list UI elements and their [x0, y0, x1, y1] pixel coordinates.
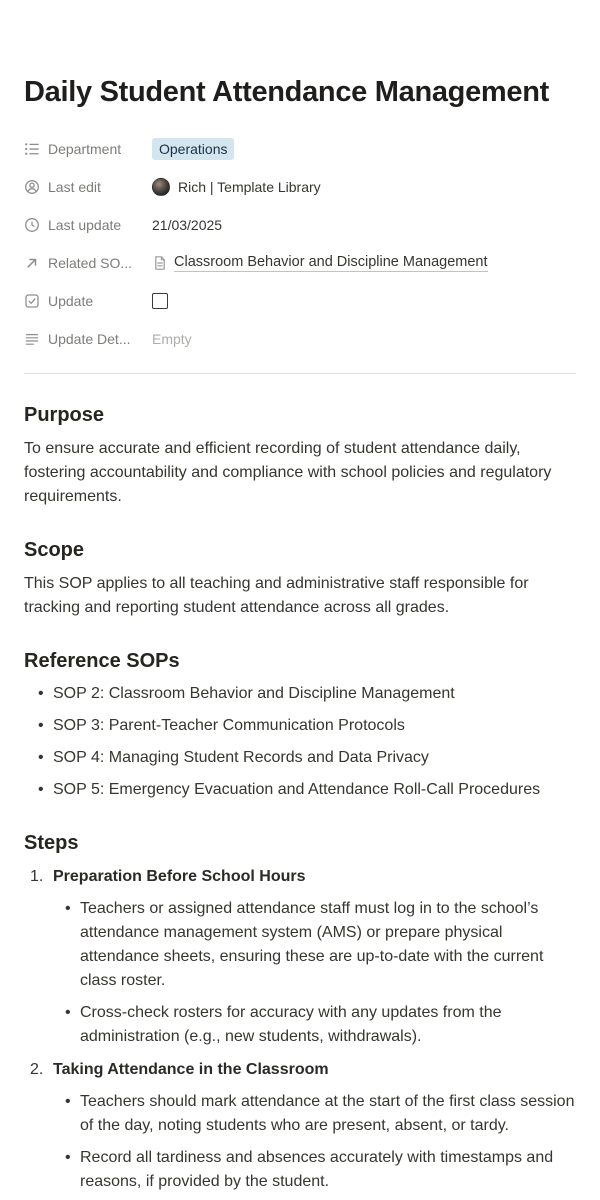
properties-panel	[24, 132, 576, 356]
step-title: Preparation Before School Hours	[53, 868, 306, 885]
person-icon	[24, 179, 40, 195]
list-item-text: Teachers or assigned attendance staff must log in to the school’s attendance management system (AMS) or prepare physical attendance sheets, ensuring these are up-to-date with the current class roster.	[80, 900, 544, 989]
list-number: 1.	[30, 868, 44, 885]
property-value-update	[152, 289, 168, 313]
property-label-text: Related SO...	[48, 255, 133, 271]
step-2-bullets	[24, 1090, 576, 1194]
heading-purpose: Purpose	[24, 404, 105, 426]
person-name[interactable]: Rich | Template Library	[178, 179, 321, 195]
property-row-last-update	[24, 208, 576, 242]
property-label-related-sops[interactable]	[24, 253, 152, 273]
property-label-text: Update	[48, 293, 94, 309]
list-item-text: Cross-check rosters for accuracy with any updates from the administration (e.g., new students, withdrawals).	[80, 1004, 502, 1045]
heading-reference-sops: Reference SOPs	[24, 650, 180, 672]
empty-placeholder[interactable]: Empty	[152, 331, 192, 347]
list-item	[24, 1146, 576, 1194]
property-label-text: Update Det...	[48, 331, 131, 347]
relation-page-link[interactable]: Classroom Behavior and Discipline Management	[174, 254, 488, 270]
reference-sops-list	[24, 682, 576, 802]
text-lines-icon	[24, 331, 40, 347]
page-icon	[152, 255, 168, 271]
property-label-text: Last edit	[48, 179, 101, 195]
step-1	[24, 865, 576, 1049]
property-row-last-edit	[24, 170, 576, 204]
property-value-department[interactable]	[152, 137, 234, 161]
step-2	[24, 1058, 576, 1194]
property-label-update-details[interactable]	[24, 329, 152, 349]
bullet-icon: •	[38, 685, 44, 702]
property-value-update-details[interactable]	[152, 327, 192, 351]
bullet-icon: •	[65, 900, 71, 917]
property-value-last-update[interactable]	[152, 213, 222, 237]
property-label-last-update[interactable]	[24, 215, 152, 235]
property-value-related-sops[interactable]	[152, 251, 488, 275]
list-item-text: SOP 2: Classroom Behavior and Discipline Management	[53, 685, 455, 702]
date-value[interactable]: 21/03/2025	[152, 217, 223, 233]
step-title: Taking Attendance in the Classroom	[53, 1061, 329, 1078]
property-row-update	[24, 284, 576, 318]
bullet-icon: •	[65, 1004, 71, 1021]
property-label-department[interactable]	[24, 139, 152, 159]
avatar	[152, 178, 170, 196]
heading-steps: Steps	[24, 832, 79, 854]
numbered-list-item	[24, 865, 576, 889]
list-item-text: SOP 4: Managing Student Records and Data Privacy	[53, 749, 429, 766]
bulleted-list-icon	[24, 141, 40, 157]
bullet-icon: •	[38, 781, 44, 798]
purpose-paragraph: To ensure accurate and efficient recording of student attendance daily, fostering accountability and compliance with school policies and regulatory requirements.	[24, 440, 552, 505]
list-item-text: Record all tardiness and absences accurately with timestamps and reasons, if provided by the student.	[80, 1149, 554, 1190]
list-item-text: SOP 3: Parent-Teacher Communication Protocols	[53, 717, 405, 734]
property-label-text: Last update	[48, 217, 122, 233]
divider	[24, 373, 576, 374]
clock-icon	[24, 217, 40, 233]
property-label-last-edit[interactable]	[24, 177, 152, 197]
property-row-related-sops	[24, 246, 576, 280]
property-label-update[interactable]	[24, 291, 152, 311]
page-title[interactable]: Daily Student Attendance Management	[24, 76, 550, 108]
list-item-text: SOP 5: Emergency Evacuation and Attendance Roll-Call Procedures	[53, 781, 541, 798]
scope-paragraph: This SOP applies to all teaching and administrative staff responsible for tracking and reporting student attendance across all grades.	[24, 575, 529, 616]
list-item	[24, 714, 576, 738]
list-item	[24, 778, 576, 802]
property-row-department	[24, 132, 576, 166]
property-value-last-edit[interactable]	[152, 175, 321, 199]
list-item	[24, 682, 576, 706]
page-body	[24, 402, 576, 1194]
list-item	[24, 1001, 576, 1049]
property-row-update-details	[24, 322, 576, 356]
bullet-icon: •	[38, 749, 44, 766]
update-checkbox-unchecked[interactable]	[152, 293, 168, 309]
checkbox-icon	[24, 293, 40, 309]
list-item	[24, 897, 576, 993]
property-label-text: Department	[48, 141, 122, 157]
bullet-icon: •	[65, 1149, 71, 1166]
numbered-list-item	[24, 1058, 576, 1082]
bullet-icon: •	[38, 717, 44, 734]
bullet-icon: •	[65, 1093, 71, 1110]
arrow-up-right-icon	[24, 255, 40, 271]
list-item	[24, 746, 576, 770]
step-1-bullets	[24, 897, 576, 1049]
list-number: 2.	[30, 1061, 44, 1078]
list-item-text: Teachers should mark attendance at the start of the first class session of the day, noting students who are present, absent, or tardy.	[80, 1093, 575, 1134]
select-tag-operations[interactable]: Operations	[152, 138, 234, 160]
heading-scope: Scope	[24, 539, 85, 561]
list-item	[24, 1090, 576, 1138]
